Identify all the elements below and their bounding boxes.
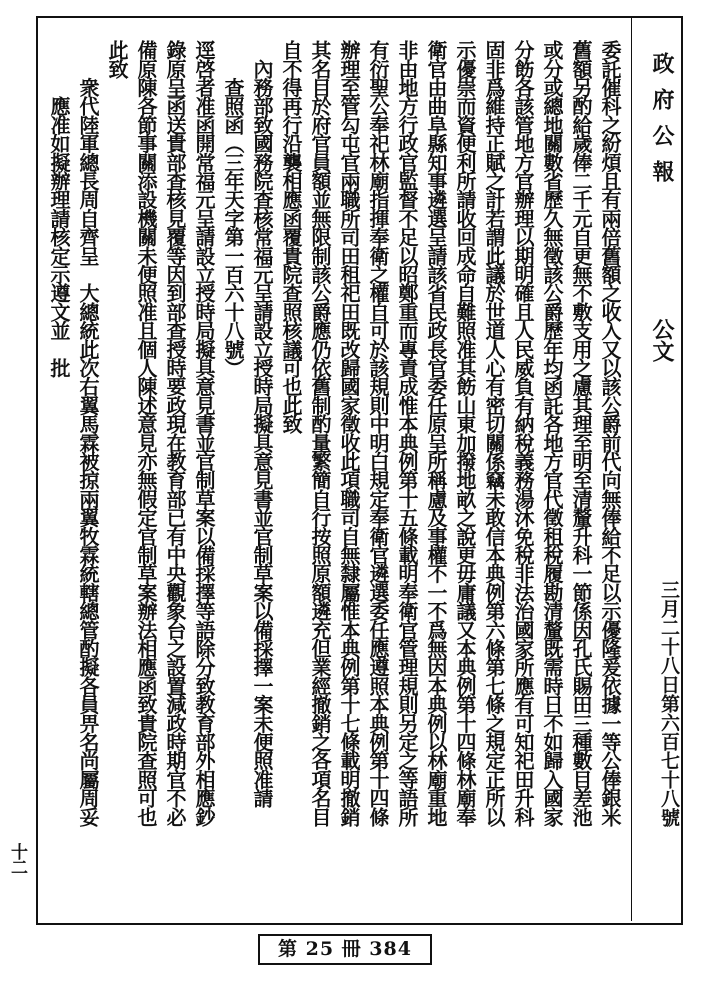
- text-column: 委託催科之紛煩且有兩倍舊額之收入又以該公爵前代向無俸給不足以示優隆爰依據一等公俸銀米: [598, 40, 622, 826]
- text-column: 衆代陸軍總長周自齊呈 大總統此次右翼馬霖被掠兩翼牧霖統轄總管酌擬各員畀名尚屬周妥: [76, 40, 100, 826]
- page-number: 十二: [7, 843, 27, 875]
- text-column: 分飭各該管地方官辦理以期明確且人民威負有納稅義務湯沐免稅非法治國家所應有可知祀田升科: [511, 40, 535, 826]
- text-column: 示優崇而資便利所請收回成命自難照准其飭山東加撥地畝之說更毋庸議又本典例第十四條林廟奉: [453, 40, 477, 826]
- text-column: 查照函（三年天字第一百六十八號）: [221, 40, 245, 377]
- text-column: 自不得再行沿襲相應函覆貴院查照核議可也此致: [279, 40, 303, 433]
- text-column: 其名目於府官員額並無限制該公爵應仍依舊制酌量繁簡自行按照原額遴充但業經撤銷之各項名目: [308, 40, 332, 826]
- text-column: 備原陳各節事關添設機關未便照准且個人陳述意見亦無假定官制草案辦法相應函致貴院查照可也: [134, 40, 158, 826]
- text-column: 此致: [105, 40, 129, 78]
- volume-footer: 第 25 冊 384: [258, 934, 432, 965]
- text-column: 錄原呈函送貴部查核見覆等因到部查授時要政現在教育部已有中央觀象台之設置減政時期官不必: [163, 40, 187, 826]
- text-column: 有衍聖公奉祀林廟指揮奉衛之權自可於該規則中明白規定奉衛官遴選委任應遵照本典例第十四條: [366, 40, 390, 826]
- text-column: 非由地方行政官監督不足以昭鄭重而專責成惟本典例第十五條載明奉衛官管理規則另定之等語所: [395, 40, 419, 826]
- publication-title: 政府公報: [649, 52, 675, 196]
- section-label: 公文: [649, 318, 675, 362]
- text-column: 內務部致國務院查核常福元呈請設立授時局擬具意見書並官制草案以備採擇一案未便照准請: [250, 40, 274, 807]
- text-column: 逕啓者准函開常福元呈請設立授時局擬具意見書並官制草案以備採擇等語除分致教育部外相應鈔: [192, 40, 216, 826]
- text-column: 固非爲維持正賦之計若謂此議於世道人心有密切關係竊未敢信本典例第六條第七條之規定正所以: [482, 40, 506, 826]
- text-column: 辦理至管勾屯官兩職所司田租祀田既改歸國家徵收此項職司自無隸屬惟本典例第十七條載明撤銷: [337, 40, 361, 826]
- text-column: 應准如擬辦理請核定示遵文並 批: [47, 40, 71, 377]
- text-column: 或分或總地關數省歷久無徵該公爵歷年均函託各地方官代徵租稅履勘清釐既需時日不如歸入國家: [540, 40, 564, 826]
- header-separator: [631, 16, 632, 921]
- text-column: 衛官由曲阜縣知事遴選呈請該省民政長官委任原呈所稱慮及事權不一不爲無因本典例以林廟重地: [424, 40, 448, 826]
- text-column: 舊額另酌給歲俸二千元自更無不敷支用之慮其理至明至清釐升科一節係因孔氏賜田三種數目差池: [569, 40, 593, 826]
- issue-date: 三月二十八日第六百七十八號: [658, 580, 680, 827]
